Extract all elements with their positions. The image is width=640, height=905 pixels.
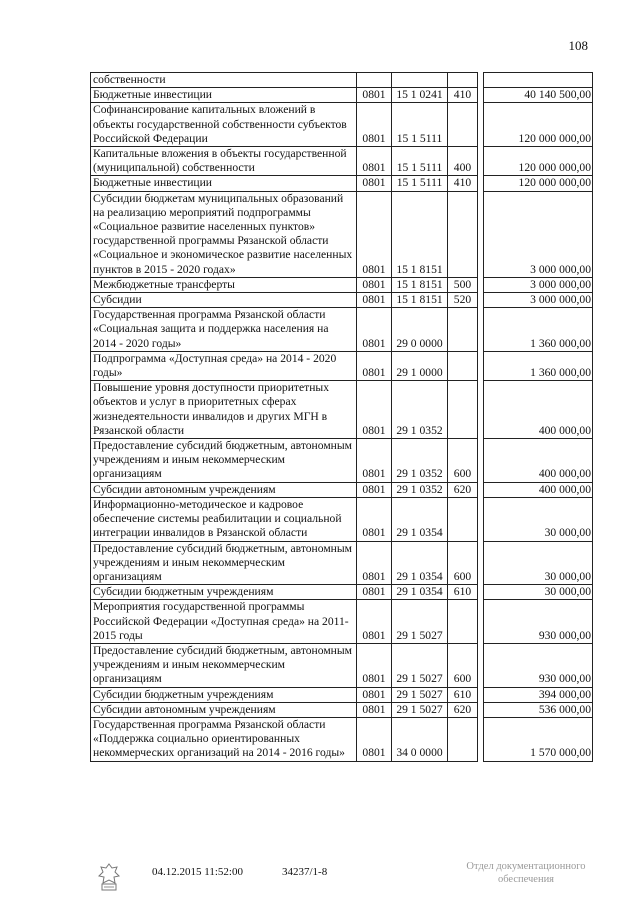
row-name-cell: Субсидии автономным учреждениям xyxy=(91,702,357,717)
table-row xyxy=(91,73,593,88)
row-expense-type-cell: 620 xyxy=(448,702,478,717)
row-amount-cell: 1 360 000,00 xyxy=(484,308,593,352)
row-section-code-cell: 0801 xyxy=(357,381,392,439)
row-expense-type-cell xyxy=(448,717,478,761)
row-expense-type-cell xyxy=(448,308,478,352)
row-name-cell: Субсидии xyxy=(91,293,357,308)
row-name-cell: Предоставление субсидий бюджетным, автономным учреждениям и иным некоммерческим организациям xyxy=(91,541,357,585)
row-target-article-cell: 15 1 0241 xyxy=(392,88,448,103)
row-section-code-cell: 0801 xyxy=(357,103,392,147)
row-target-article-cell: 29 1 0352 xyxy=(392,439,448,483)
row-target-article-cell: 29 1 5027 xyxy=(392,702,448,717)
row-amount-cell: 394 000,00 xyxy=(484,687,593,702)
table-row xyxy=(91,103,593,147)
budget-table xyxy=(90,72,593,762)
row-amount-cell: 40 140 500,00 xyxy=(484,88,593,103)
row-target-article-cell: 29 1 0352 xyxy=(392,381,448,439)
row-expense-type-cell: 600 xyxy=(448,643,478,687)
row-name-cell: Информационно-методическое и кадровое обеспечение системы реабилитации и социальной интеграции инвалидов в Рязанской области xyxy=(91,497,357,541)
row-name-cell: Мероприятия государственной программы Российской Федерации «Доступная среда» на 2011-2015 годы xyxy=(91,600,357,644)
row-target-article-cell: 29 1 0354 xyxy=(392,585,448,600)
row-expense-type-cell: 400 xyxy=(448,147,478,176)
row-target-article-cell: 29 1 0354 xyxy=(392,497,448,541)
row-amount-cell: 3 000 000,00 xyxy=(484,293,593,308)
row-section-code-cell: 0801 xyxy=(357,702,392,717)
table-row xyxy=(91,702,593,717)
row-target-article-cell: 29 0 0000 xyxy=(392,308,448,352)
row-amount-cell: 3 000 000,00 xyxy=(484,277,593,292)
row-expense-type-cell: 610 xyxy=(448,585,478,600)
row-expense-type-cell xyxy=(448,497,478,541)
table-row xyxy=(91,482,593,497)
row-name-cell: Межбюджетные трансферты xyxy=(91,277,357,292)
row-amount-cell: 930 000,00 xyxy=(484,643,593,687)
page-number: 108 xyxy=(568,38,588,53)
row-name-cell: Государственная программа Рязанской области «Поддержка социально ориентированных некоммерческих организаций на 2014 - 2016 годы» xyxy=(91,717,357,761)
row-target-article-cell xyxy=(392,73,448,88)
row-name-cell: Субсидии бюджетным учреждениям xyxy=(91,585,357,600)
row-target-article-cell: 29 1 0352 xyxy=(392,482,448,497)
row-section-code-cell: 0801 xyxy=(357,541,392,585)
row-target-article-cell: 15 1 8151 xyxy=(392,293,448,308)
table-row xyxy=(91,439,593,483)
table-row xyxy=(91,351,593,380)
table-row xyxy=(91,600,593,644)
table-row xyxy=(91,717,593,761)
row-section-code-cell: 0801 xyxy=(357,482,392,497)
table-row xyxy=(91,147,593,176)
row-name-cell: Субсидии бюджетам муниципальных образований на реализацию мероприятий подпрограммы «Социальное развитие населенных пунктов» государственной программы Рязанской области «Социальное и экономическое развитие населенных пунктов в 2015 - 2020 годах» xyxy=(91,191,357,277)
table-row xyxy=(91,381,593,439)
table-body xyxy=(91,73,593,762)
row-amount-cell: 536 000,00 xyxy=(484,702,593,717)
row-expense-type-cell xyxy=(448,600,478,644)
row-amount-cell: 30 000,00 xyxy=(484,585,593,600)
row-target-article-cell: 29 1 5027 xyxy=(392,687,448,702)
row-name-cell: Бюджетные инвестиции xyxy=(91,176,357,191)
row-target-article-cell: 15 1 5111 xyxy=(392,103,448,147)
row-amount-cell: 400 000,00 xyxy=(484,381,593,439)
row-target-article-cell: 29 1 0354 xyxy=(392,541,448,585)
row-expense-type-cell: 520 xyxy=(448,293,478,308)
table-row xyxy=(91,687,593,702)
row-name-cell: Бюджетные инвестиции xyxy=(91,88,357,103)
row-section-code-cell xyxy=(357,73,392,88)
table-row xyxy=(91,191,593,277)
row-name-cell: Предоставление субсидий бюджетным, автономным учреждениям и иным некоммерческим организациям xyxy=(91,439,357,483)
row-amount-cell: 120 000 000,00 xyxy=(484,176,593,191)
table-row xyxy=(91,643,593,687)
footer-department-line1: Отдел документационного xyxy=(466,861,586,872)
row-expense-type-cell: 620 xyxy=(448,482,478,497)
row-target-article-cell: 29 1 5027 xyxy=(392,643,448,687)
coat-of-arms-icon xyxy=(97,862,121,895)
table-row xyxy=(91,308,593,352)
row-name-cell: Капитальные вложения в объекты государственной (муниципальной) собственности xyxy=(91,147,357,176)
row-section-code-cell: 0801 xyxy=(357,351,392,380)
row-section-code-cell: 0801 xyxy=(357,293,392,308)
table-row xyxy=(91,88,593,103)
footer-timestamp: 04.12.2015 11:52:00 xyxy=(152,866,243,878)
row-amount-cell: 400 000,00 xyxy=(484,439,593,483)
row-name-cell: Повышение уровня доступности приоритетных объектов и услуг в приоритетных сферах жизнедеятельности инвалидов и других МГН в Рязанской области xyxy=(91,381,357,439)
row-target-article-cell: 34 0 0000 xyxy=(392,717,448,761)
row-name-cell: собственности xyxy=(91,73,357,88)
row-expense-type-cell xyxy=(448,73,478,88)
row-section-code-cell: 0801 xyxy=(357,176,392,191)
row-name-cell: Подпрограмма «Доступная среда» на 2014 - 2020 годы» xyxy=(91,351,357,380)
row-expense-type-cell: 500 xyxy=(448,277,478,292)
row-section-code-cell: 0801 xyxy=(357,88,392,103)
row-amount-cell xyxy=(484,73,593,88)
row-section-code-cell: 0801 xyxy=(357,497,392,541)
row-target-article-cell: 29 1 5027 xyxy=(392,600,448,644)
row-expense-type-cell xyxy=(448,351,478,380)
row-section-code-cell: 0801 xyxy=(357,687,392,702)
row-target-article-cell: 15 1 8151 xyxy=(392,191,448,277)
row-target-article-cell: 15 1 5111 xyxy=(392,147,448,176)
row-expense-type-cell: 600 xyxy=(448,439,478,483)
row-expense-type-cell xyxy=(448,381,478,439)
row-section-code-cell: 0801 xyxy=(357,277,392,292)
row-amount-cell: 400 000,00 xyxy=(484,482,593,497)
row-amount-cell: 30 000,00 xyxy=(484,541,593,585)
row-section-code-cell: 0801 xyxy=(357,308,392,352)
footer-doc-number: 34237/1-8 xyxy=(282,866,328,878)
row-amount-cell: 1 570 000,00 xyxy=(484,717,593,761)
row-amount-cell: 120 000 000,00 xyxy=(484,103,593,147)
row-expense-type-cell: 410 xyxy=(448,176,478,191)
row-name-cell: Предоставление субсидий бюджетным, автономным учреждениям и иным некоммерческим организациям xyxy=(91,643,357,687)
row-name-cell: Субсидии автономным учреждениям xyxy=(91,482,357,497)
row-section-code-cell: 0801 xyxy=(357,717,392,761)
row-section-code-cell: 0801 xyxy=(357,439,392,483)
table-row xyxy=(91,293,593,308)
row-expense-type-cell xyxy=(448,191,478,277)
row-section-code-cell: 0801 xyxy=(357,643,392,687)
row-name-cell: Софинансирование капитальных вложений в объекты государственной собственности субъектов Российской Федерации xyxy=(91,103,357,147)
page-footer xyxy=(0,861,640,896)
table-row xyxy=(91,497,593,541)
row-section-code-cell: 0801 xyxy=(357,600,392,644)
row-amount-cell: 930 000,00 xyxy=(484,600,593,644)
row-amount-cell: 120 000 000,00 xyxy=(484,147,593,176)
row-section-code-cell: 0801 xyxy=(357,191,392,277)
row-section-code-cell: 0801 xyxy=(357,585,392,600)
row-amount-cell: 1 360 000,00 xyxy=(484,351,593,380)
row-name-cell: Субсидии бюджетным учреждениям xyxy=(91,687,357,702)
row-expense-type-cell: 410 xyxy=(448,88,478,103)
row-expense-type-cell: 600 xyxy=(448,541,478,585)
row-target-article-cell: 15 1 5111 xyxy=(392,176,448,191)
row-target-article-cell: 15 1 8151 xyxy=(392,277,448,292)
table-row xyxy=(91,585,593,600)
row-target-article-cell: 29 1 0000 xyxy=(392,351,448,380)
table-row xyxy=(91,176,593,191)
row-amount-cell: 30 000,00 xyxy=(484,497,593,541)
row-amount-cell: 3 000 000,00 xyxy=(484,191,593,277)
table-row xyxy=(91,541,593,585)
row-expense-type-cell: 610 xyxy=(448,687,478,702)
row-name-cell: Государственная программа Рязанской области «Социальная защита и поддержка населения на 2014 - 2020 годы» xyxy=(91,308,357,352)
table-row xyxy=(91,277,593,292)
footer-department xyxy=(446,860,606,886)
row-expense-type-cell xyxy=(448,103,478,147)
footer-department-line2: обеспечения xyxy=(497,874,555,885)
row-section-code-cell: 0801 xyxy=(357,147,392,176)
